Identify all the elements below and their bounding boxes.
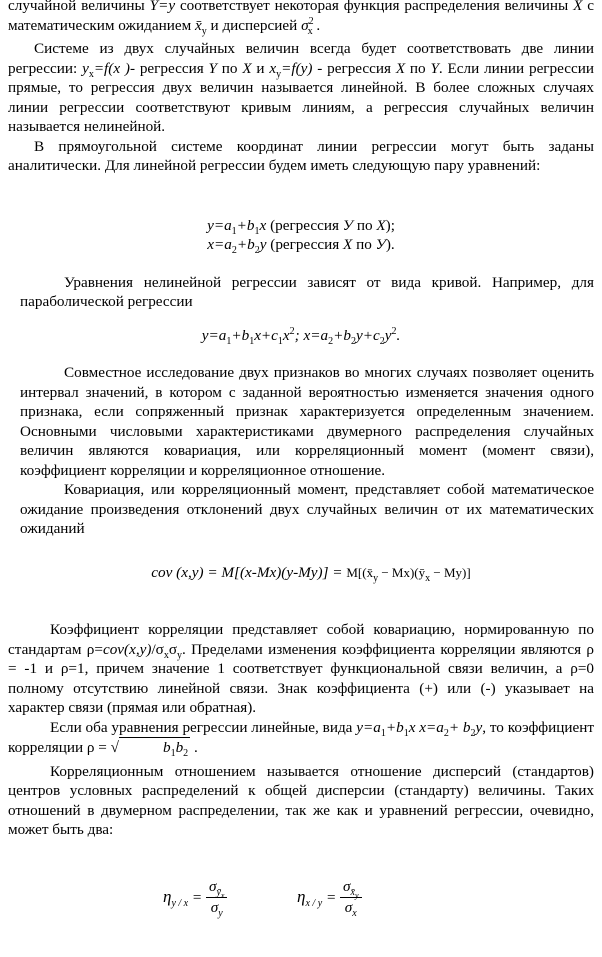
math-expr: cov (x,y) = M[(x-Mx)(y-My)] = xyxy=(151,563,347,581)
eta-y-x xyxy=(163,887,203,910)
math-sub: x xyxy=(352,907,357,919)
math-var: σ xyxy=(342,877,351,895)
math-expr: x xyxy=(282,326,290,344)
eta-x-y xyxy=(297,887,337,910)
text: и дисперсией xyxy=(206,16,302,34)
formula-line-2 xyxy=(8,235,594,255)
text: ); xyxy=(385,216,395,234)
math-sub: 1 xyxy=(254,225,260,237)
text: . xyxy=(190,739,198,756)
text: Системе из двух случайных величин всегда будет соответствовать две линии регрессии: xyxy=(8,40,594,77)
math-var: σ xyxy=(208,877,217,895)
text: (регрессия xyxy=(266,216,343,234)
math-expr: ; x=a xyxy=(294,326,329,344)
paragraph-nonlinear: Уравнения нелинейной регрессии зависят от вида кривой. Например, для параболической регрессии xyxy=(20,273,594,310)
math-sub: 2 xyxy=(470,727,476,739)
math-sub: x xyxy=(425,572,431,584)
text: . Если линии регрессии прямые, то регрессия двух величин называется линейной. В более сложных случаях линии регрессии соответствуют кривым линиям, а регрессия случайных величин называется нелинейной. xyxy=(8,59,594,135)
formula-parabolic xyxy=(8,326,594,346)
math-var: y xyxy=(82,59,89,77)
math-sub: y xyxy=(276,68,282,80)
math-sub: x xyxy=(307,25,313,37)
math-expr: y xyxy=(475,718,483,736)
math-expr: . xyxy=(396,326,401,344)
paragraph-linear-both xyxy=(8,718,594,758)
math-sub: x̄ xyxy=(350,886,355,898)
math-var: ȳ xyxy=(418,564,426,580)
text: случайной величины xyxy=(8,0,150,14)
math-expr: x+c xyxy=(254,326,278,344)
paragraph-regression-lines xyxy=(8,39,594,137)
text: и xyxy=(251,59,270,77)
fraction-2-denominator xyxy=(340,898,362,917)
math-sub: y xyxy=(218,907,223,919)
math-sub: x xyxy=(220,890,225,900)
math-var: Х xyxy=(376,216,386,234)
formula-linear xyxy=(8,216,594,255)
text: соответствует некоторая функция распределения величины xyxy=(175,0,574,14)
text: , то коэффициент корреляции ρ = xyxy=(8,718,595,756)
math-sub: y xyxy=(177,649,183,661)
math-sub: y xyxy=(201,25,207,37)
math-sub: 2 xyxy=(350,335,356,347)
text: с математическим ожиданием xyxy=(8,0,594,34)
math-sub: 1 xyxy=(249,335,255,347)
text: . xyxy=(312,16,321,34)
fraction-1-denominator xyxy=(206,898,228,917)
text: по xyxy=(405,59,431,77)
math-sub: y xyxy=(373,572,379,584)
text: по xyxy=(352,236,376,253)
math-sub: 1 xyxy=(403,727,409,739)
math-var: σ xyxy=(210,898,219,916)
math-sub: 1 xyxy=(231,225,237,237)
fraction-2-numerator xyxy=(340,878,362,898)
math-var: b xyxy=(162,739,171,756)
math-expr: + b xyxy=(448,718,471,736)
eta-symbol: η xyxy=(163,887,172,907)
math-sup: 2 xyxy=(391,325,397,337)
math-sup: 2 xyxy=(289,325,295,337)
math-expr: x=a xyxy=(207,236,232,253)
math-expr: =f(y) xyxy=(281,59,313,77)
math-var: У xyxy=(342,216,354,234)
math-expr: y=a xyxy=(201,326,227,344)
sqrt-icon: √ xyxy=(110,739,119,756)
paragraph-correlation-ratio: Корреляционным отношением называется отношение дисперсий (стандартов) центров условных распределений к общей дисперсии (стандарту) величины. Таких отношений в двумерном распределении, так же как и уравнений регрессии, очевидно, может быть два: xyxy=(8,762,594,838)
math-expr: +b xyxy=(236,236,255,253)
math-expr: y+c xyxy=(355,326,380,344)
text: по xyxy=(353,216,377,234)
math-expr: = xyxy=(188,889,203,907)
formula-correlation-ratios xyxy=(8,878,594,917)
text: (регрессия xyxy=(266,236,343,253)
math-var: X xyxy=(395,59,406,77)
math-expr: − My)] xyxy=(430,564,471,580)
math-var: x̄ xyxy=(366,564,374,580)
math-var: Y xyxy=(430,59,439,77)
math-sub: y xyxy=(354,890,359,900)
math-var: σ xyxy=(344,898,353,916)
math-expr: x x=a xyxy=(408,718,444,736)
text: по xyxy=(216,59,243,77)
math-expr: y=a xyxy=(356,718,381,736)
text: ). xyxy=(385,236,395,253)
paragraph-covariance: Ковариация, или корреляционный момент, представляет собой математическое ожидание произведения отклонений двух случайных величин от их математических ожиданий xyxy=(20,481,594,537)
math-expr: − Mx)( xyxy=(378,564,419,580)
math-expr: +b xyxy=(333,326,351,344)
math-sub: 1 xyxy=(277,335,283,347)
math-expr: cov(x,y) xyxy=(102,640,152,658)
math-var: b xyxy=(175,739,184,756)
fraction-1 xyxy=(206,878,228,917)
math-sup: 2 xyxy=(308,15,314,27)
math-expr: +b xyxy=(236,216,255,234)
math-var: У xyxy=(375,236,386,253)
text: Коэффициент корреляции представляет собой ковариацию, нормированную по стандартам ρ= xyxy=(8,621,594,658)
math-sub: 1 xyxy=(170,748,176,760)
paragraph-correlation-coefficient xyxy=(8,620,594,718)
math-sub: 2 xyxy=(379,335,385,347)
formula-line-1 xyxy=(8,216,594,236)
fraction-1-numerator xyxy=(206,878,228,898)
math-expr: +b xyxy=(385,718,404,736)
text: . Пределами изменения коэффициента корреляции являются ρ = -1 и ρ=1, причем значение 1 соответствует функциональной связи величин, а ρ=0 полному отсутствию линейной связи. Знак коэффициента (+) или (-) указывает на характер связи (прямая или обратная). xyxy=(8,640,594,716)
math-expr: x xyxy=(259,216,267,234)
math-sub: 2 xyxy=(443,727,449,739)
math-var: σ xyxy=(301,16,309,34)
math-sub: x / y xyxy=(305,898,323,910)
document-page xyxy=(8,0,594,917)
text: - регрессия xyxy=(129,59,209,77)
math-var: x̄ xyxy=(194,16,202,34)
formula-covariance xyxy=(28,563,594,583)
math-expr: y xyxy=(259,236,267,253)
text: Если оба уравнения регрессии линейные, вида xyxy=(50,718,357,736)
math-var: x xyxy=(269,59,277,77)
math-expr: =f(x ) xyxy=(93,59,130,77)
math-var: X xyxy=(242,59,252,77)
math-sub: ȳ xyxy=(216,886,221,898)
math-expr: M[( xyxy=(346,564,367,580)
math-sub: 2 xyxy=(254,245,260,257)
math-expr: y xyxy=(384,326,392,344)
math-sub: 2 xyxy=(231,245,237,257)
math-var: Х xyxy=(343,236,353,253)
sqrt-radicand xyxy=(119,737,190,758)
math-sub: x xyxy=(88,68,94,80)
paragraph-intro xyxy=(8,0,594,35)
fraction-2 xyxy=(340,878,362,917)
math-expr: y=a xyxy=(207,216,232,234)
math-var: Y=y xyxy=(149,0,176,14)
text: - регрессия xyxy=(312,59,396,77)
text: σ xyxy=(168,640,178,658)
math-sub: 1 xyxy=(226,335,232,347)
math-expr: +b xyxy=(231,326,250,344)
math-var: Y xyxy=(208,59,217,77)
text: /σ xyxy=(151,640,164,658)
paragraph-joint-study: Совместное исследование двух признаков во многих случаях позволяет оценить интервал значений, в котором с заданной вероятностью изменяется значения одного признака, если сопряженный признак характеризуется определенным значением. Основными числовыми характеристиками двумерного распределения случайных величин являются ковариация, или корреляционный момент (момент связи), коэффициент корреляции и корреляционное отношение. xyxy=(20,364,594,479)
math-sub: 2 xyxy=(183,748,189,760)
eta-symbol: η xyxy=(297,887,306,907)
math-sub: 2 xyxy=(328,335,334,347)
math-sub: y / x xyxy=(171,898,189,910)
math-sub: 1 xyxy=(380,727,386,739)
math-var: X xyxy=(573,0,583,14)
math-sub: x xyxy=(163,649,169,661)
math-expr: = xyxy=(322,889,337,907)
paragraph-analytic: В прямоугольной системе координат линии регрессии могут быть заданы аналитически. Для линейной регрессии будем иметь следующую пару уравнений: xyxy=(8,137,594,174)
